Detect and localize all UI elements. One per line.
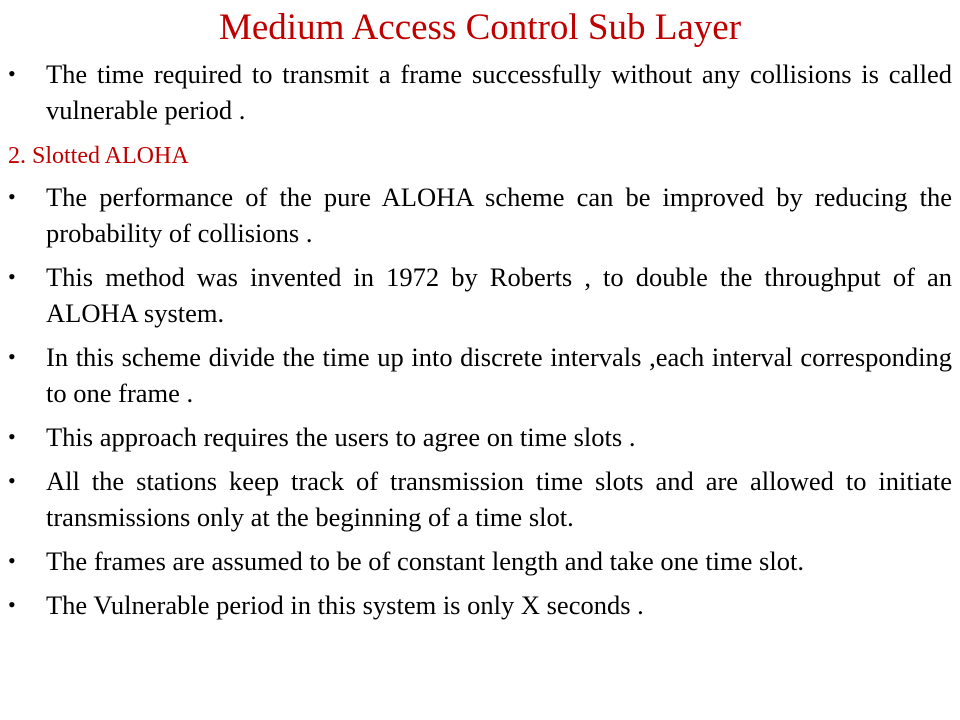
bullet-text: The Vulnerable period in this system is only X seconds . bbox=[46, 590, 644, 620]
section-subheading: 2. Slotted ALOHA bbox=[8, 143, 189, 169]
bullet-item bbox=[8, 179, 952, 251]
bullet-dot-icon: • bbox=[8, 592, 16, 617]
bullet-text: This method was invented in 1972 by Roberts , to double the throughput of an ALOHA system. bbox=[46, 262, 952, 328]
bullet-dot-icon: • bbox=[8, 264, 16, 289]
bullet-text: In this scheme divide the time up into discrete intervals ,each interval corresponding to one frame . bbox=[46, 342, 952, 408]
bullet-text: The frames are assumed to be of constant length and take one time slot. bbox=[46, 546, 804, 576]
slide-title: Medium Access Control Sub Layer bbox=[218, 7, 742, 48]
bullet-dot-icon: • bbox=[8, 61, 16, 86]
bullet-dot-icon: • bbox=[8, 184, 16, 209]
slide-body bbox=[8, 56, 952, 631]
bullet-item bbox=[8, 587, 952, 623]
bullet-text: All the stations keep track of transmission time slots and are allowed to initiate transmissions only at the beginning of a time slot. bbox=[46, 466, 952, 532]
bullet-dot-icon: • bbox=[8, 344, 16, 369]
bullet-item bbox=[8, 56, 952, 128]
bullet-text: This approach requires the users to agree on time slots . bbox=[46, 422, 636, 452]
bullet-item bbox=[8, 339, 952, 411]
bullet-dot-icon: • bbox=[8, 424, 16, 449]
bullet-item bbox=[8, 259, 952, 331]
bullet-text: The performance of the pure ALOHA scheme can be improved by reducing the probability of collisions . bbox=[46, 182, 952, 248]
bullet-dot-icon: • bbox=[8, 468, 16, 493]
bullet-item bbox=[8, 463, 952, 535]
bullet-item bbox=[8, 543, 952, 579]
bullet-text: The time required to transmit a frame successfully without any collisions is called vulnerable period . bbox=[46, 59, 952, 125]
bullet-dot-icon: • bbox=[8, 548, 16, 573]
bullet-item bbox=[8, 419, 952, 455]
